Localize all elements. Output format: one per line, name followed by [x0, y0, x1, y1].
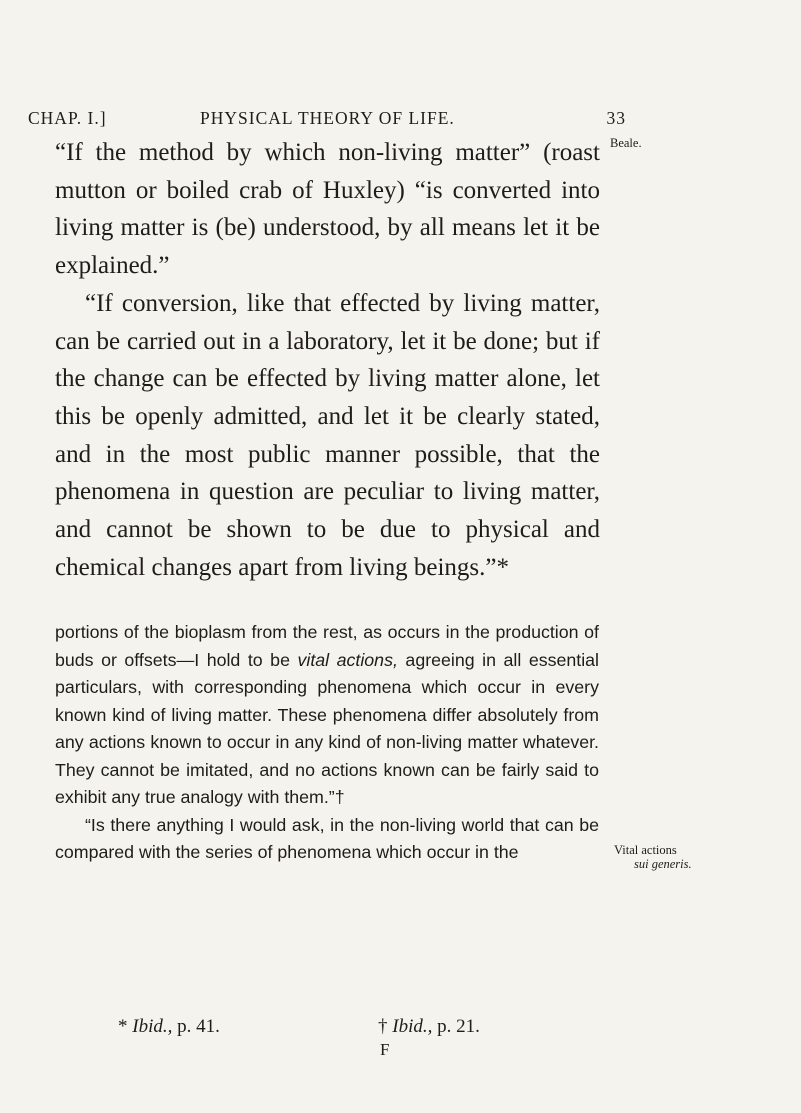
main-paragraph-2: “If conversion, like that effected by living matter, can be carried out in a laboratory, let it be done; but if the change can be effected by living matter alone, let this be openly admitted, and let it be clearly stated, and in the most public manner possible, that the phenomena in question are peculiar to living matter, and cannot be shown to be due to physical and chemical changes apart from living beings.”*: [55, 289, 600, 581]
main-text: [55, 134, 600, 586]
note-paragraph-2: “Is there anything I would ask, in the non-living world that can be compared with the series of phenomena which occur in the: [55, 814, 599, 862]
footnote-1-ibid: Ibid.,: [132, 1016, 173, 1037]
note-text-before: portions of the bioplasm from the rest, as occurs in the production of buds or offsets—I hold to be: [55, 622, 599, 670]
footnote-1-page: p. 41.: [172, 1016, 220, 1037]
main-paragraph-1: “If the method by which non-living matter” (roast mutton or boiled crab of Huxley) “is converted into living matter is (be) understood, by all means let it be explained.”: [55, 139, 600, 280]
sidenote-vital-actions: [614, 843, 704, 871]
page-number: 33: [606, 108, 626, 128]
sidenote-vital-line2: sui generis.: [634, 857, 692, 871]
footnote-2-page: p. 21.: [432, 1016, 480, 1037]
footnote-2: [378, 1016, 480, 1038]
footnote-1-mark: *: [118, 1016, 133, 1037]
signature-mark: F: [380, 1040, 390, 1059]
sidenote-beale: Beale.: [610, 136, 642, 150]
footnotes: [118, 1016, 548, 1044]
footnote-2-ibid: Ibid.,: [392, 1016, 433, 1037]
footnote-1: [118, 1016, 220, 1038]
note-text: [55, 619, 599, 867]
chapter-label: CHAP. I.]: [28, 108, 107, 128]
footnote-2-mark: †: [378, 1016, 393, 1037]
sidenote-vital-line1: Vital actions: [614, 843, 677, 857]
note-paragraph-1: [55, 619, 599, 812]
running-title: PHYSICAL THEORY OF LIFE.: [200, 108, 455, 128]
note-text-after: agreeing in all essential particulars, with corresponding phenomena which occur in every known kind of living matter. These phenomena differ absolutely from any actions known to occur in any kind of non-living matter whatever. They cannot be imitated, and no actions known can be fairly said to exhibit any true analogy with them.”†: [55, 649, 599, 807]
note-italic-phrase: vital actions,: [297, 649, 398, 670]
